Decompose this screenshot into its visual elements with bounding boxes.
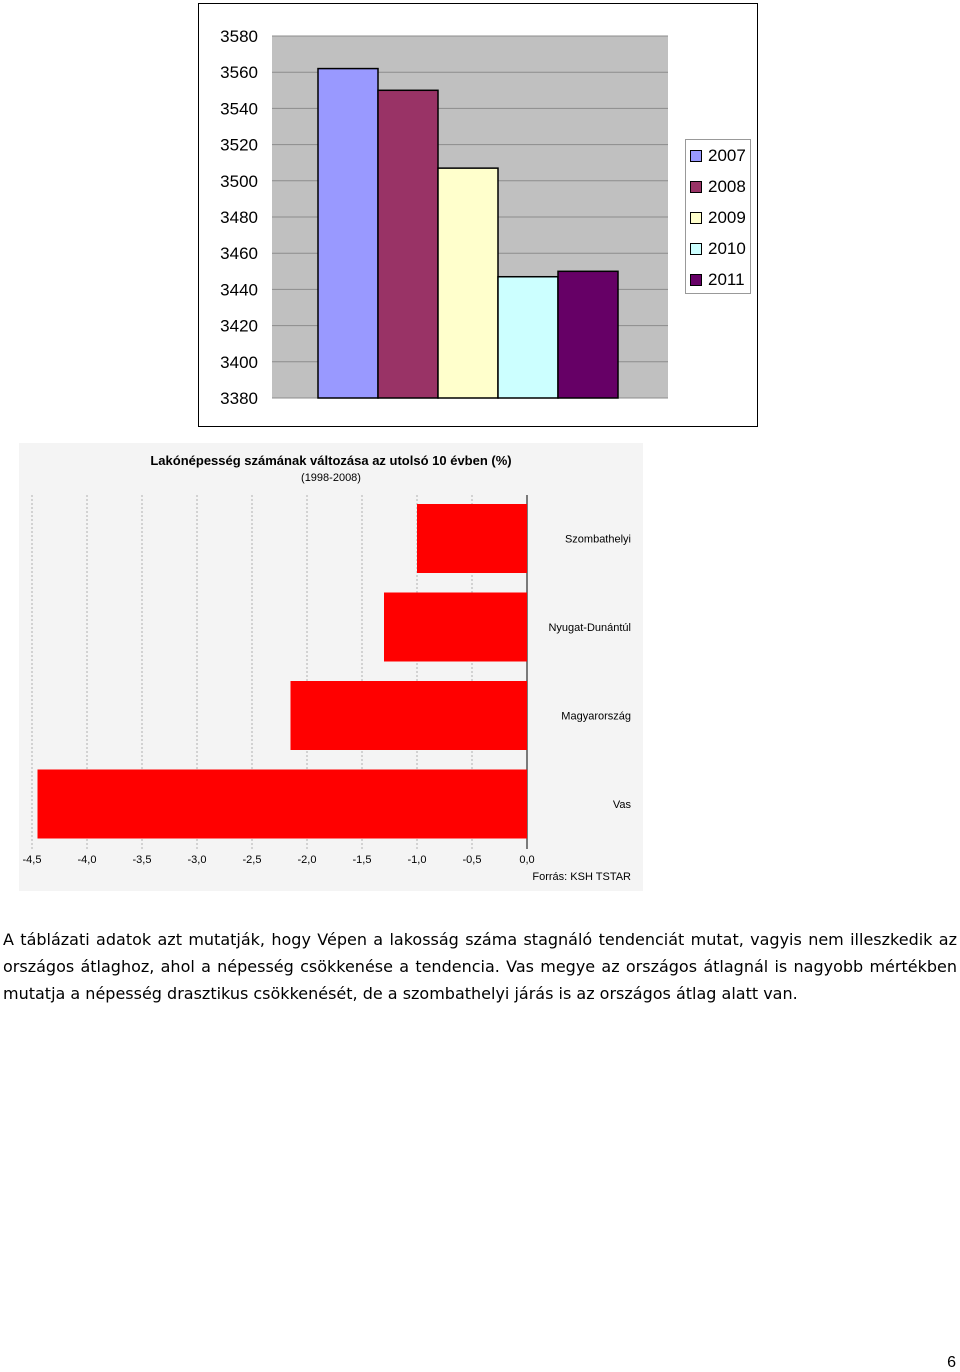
population-chart-svg [199,4,759,428]
legend-swatch [690,181,702,193]
category-label: Vas [612,799,631,811]
legend-swatch [690,243,702,255]
bar-2011 [558,271,618,398]
y-tick-label: 3560 [220,63,258,83]
y-tick-label: 3440 [220,280,258,300]
legend-label: 2007 [708,146,746,165]
bar-vas [38,770,528,839]
bar-szombathelyi [417,504,527,573]
x-tick-label: -4,0 [77,854,97,866]
chart-title: Lakónépesség számának változása az utolsó 10 évben (%) [150,453,512,468]
source-note: Forrás: KSH TSTAR [532,871,631,883]
x-tick-label: -1,5 [352,854,372,866]
bar-magyarország [291,681,528,750]
legend-swatch [690,274,702,286]
y-tick-label: 3400 [220,352,258,372]
y-tick-label: 3380 [220,389,258,408]
x-tick-label: -2,0 [297,854,317,866]
population-change-chart-svg [19,443,643,891]
y-tick-label: 3420 [220,316,258,336]
x-tick-label: -4,5 [22,854,42,866]
y-tick-label: 3580 [220,27,258,46]
x-tick-label: -2,5 [242,854,262,866]
legend-item-2010 [690,239,746,259]
y-tick-label: 3480 [220,208,258,227]
population-bar-chart [198,3,758,427]
y-tick-label: 3500 [220,171,258,191]
legend-item-2007 [690,146,746,166]
y-tick-label: 3520 [220,135,258,155]
bar-2007 [318,69,378,398]
x-tick-label: -0,5 [462,854,482,866]
bar-2010 [498,277,558,398]
category-label: Nyugat-Dunántúl [548,622,631,634]
body-paragraph: A táblázati adatok azt mutatják, hogy Vépen a lakosság száma stagnáló tendenciát mutat, vagyis nem illeszkedik az országos átlaghoz, ahol a népesség csökkenése a tendencia. Vas megye az országos átlagnál is nagyobb mértékben mutatja a népesség drasztikus csökkenését, de a szombathelyi járás is az országos átlag alatt van. [3,930,957,1003]
legend-swatch [690,150,702,162]
x-tick-label: -3,5 [132,854,152,866]
bar-nyugat-dunántúl [384,593,527,662]
legend-swatch [690,212,702,224]
page-number: 6 [947,1354,956,1371]
legend-label: 2009 [708,208,746,227]
y-tick-label: 3460 [220,244,258,264]
y-tick-label: 3540 [220,99,258,119]
x-tick-label: -3,0 [187,854,207,866]
legend-label: 2011 [708,270,745,289]
chart-subtitle: (1998-2008) [301,472,361,484]
category-label: Szombathelyi [564,533,631,546]
chart-legend [685,139,751,294]
legend-item-2008 [690,177,746,197]
legend-item-2009 [690,208,746,228]
bar-2009 [438,168,498,398]
category-label: Magyarország [561,710,631,723]
legend-item-2011 [690,270,745,290]
x-tick-label: 0,0 [519,854,535,866]
legend-label: 2008 [708,177,746,196]
population-change-chart [19,443,643,891]
legend-label: 2010 [708,239,746,258]
bar-2008 [378,90,438,398]
x-tick-label: -1,0 [407,854,427,866]
